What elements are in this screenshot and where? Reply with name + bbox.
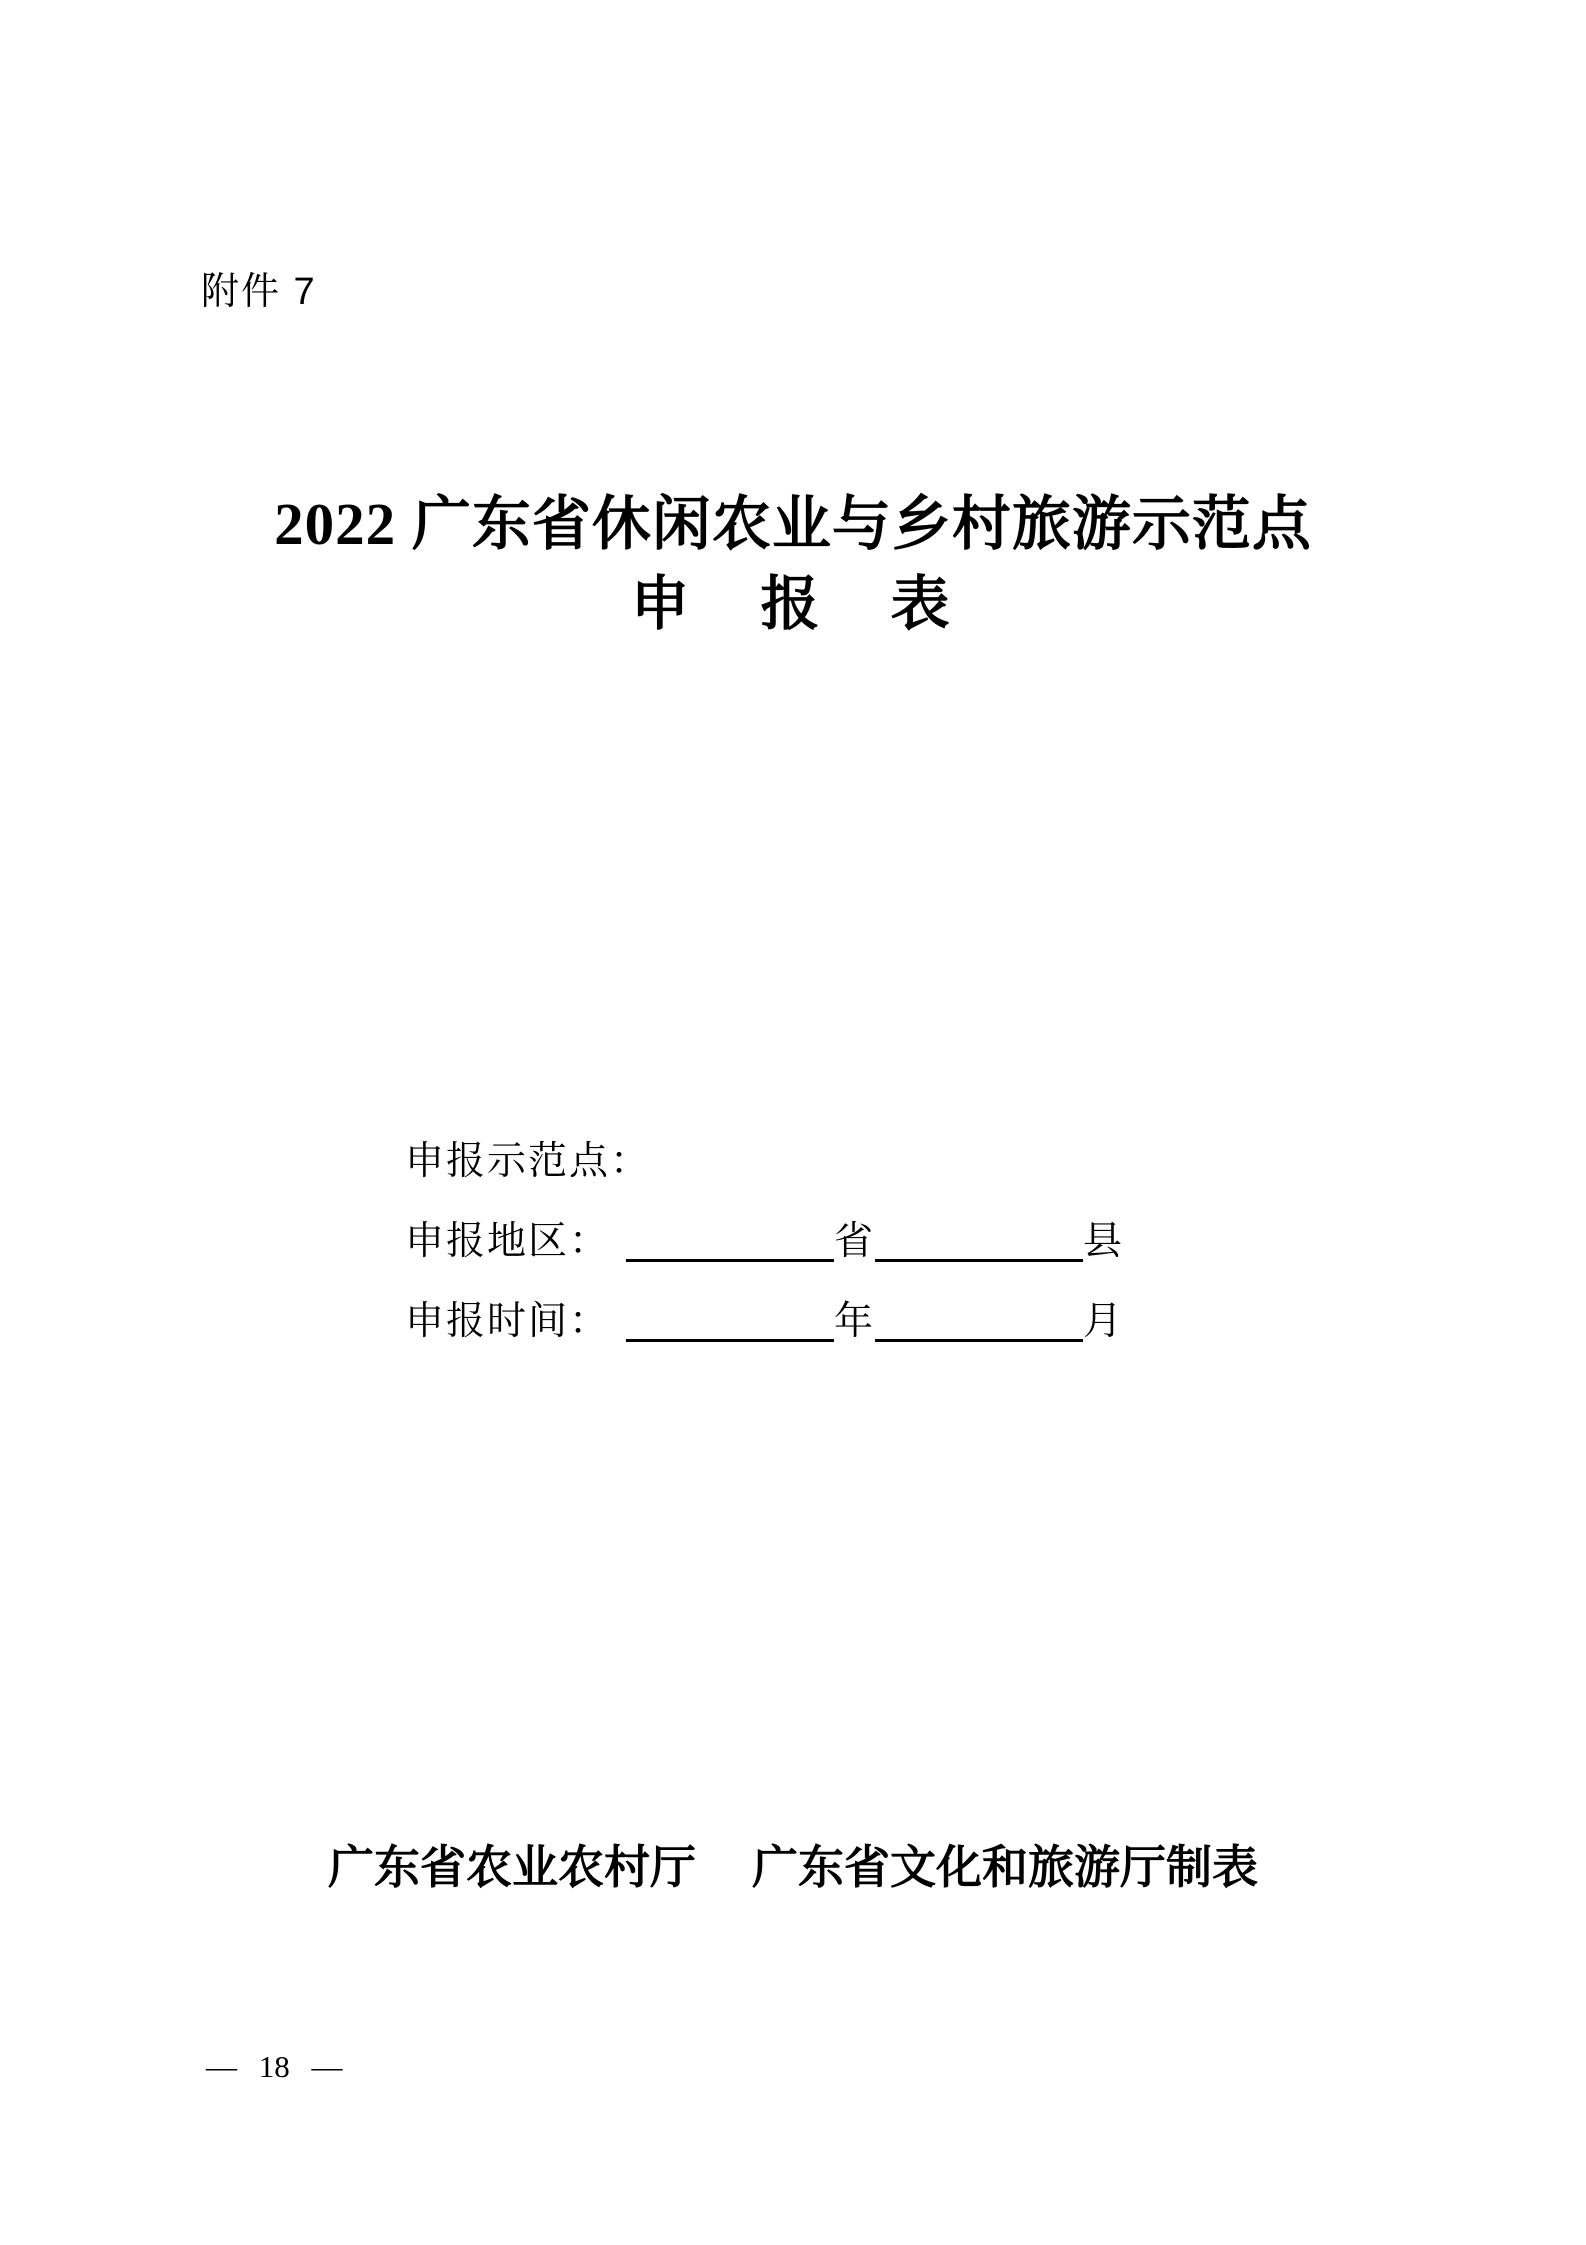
region-label: 申报地区：: [405, 1220, 611, 1263]
county-blank-field[interactable]: [875, 1219, 1083, 1262]
year-unit-label: 年: [834, 1300, 876, 1343]
doc-title-line2: 申 报 表: [630, 571, 956, 637]
month-unit-label: 月: [1083, 1300, 1125, 1343]
attachment-label: 附件 7: [201, 271, 317, 313]
province-blank-field[interactable]: [626, 1219, 834, 1262]
year-blank-field[interactable]: [626, 1299, 834, 1342]
doc-title-line1: 2022 广东省休闲农业与乡村旅游示范点: [274, 491, 1312, 557]
form-row-region: [405, 1216, 1124, 1296]
issuer-line: [0, 1842, 1586, 1895]
form-row-time: [405, 1296, 1124, 1376]
month-blank-field[interactable]: [875, 1299, 1083, 1342]
issuer-agriculture-dept: 广东省农业农村厅: [328, 1842, 696, 1893]
time-label: 申报时间：: [405, 1300, 611, 1343]
page-number: — 18 —: [206, 2049, 343, 2084]
form-row-site: [405, 1136, 1124, 1216]
site-label: 申报示范点：: [405, 1140, 652, 1183]
province-unit-label: 省: [834, 1220, 876, 1263]
county-unit-label: 县: [1083, 1220, 1125, 1263]
application-form-fields: [405, 1136, 1124, 1376]
issuer-culture-tourism-dept: 广东省文化和旅游厅制表: [752, 1842, 1258, 1893]
